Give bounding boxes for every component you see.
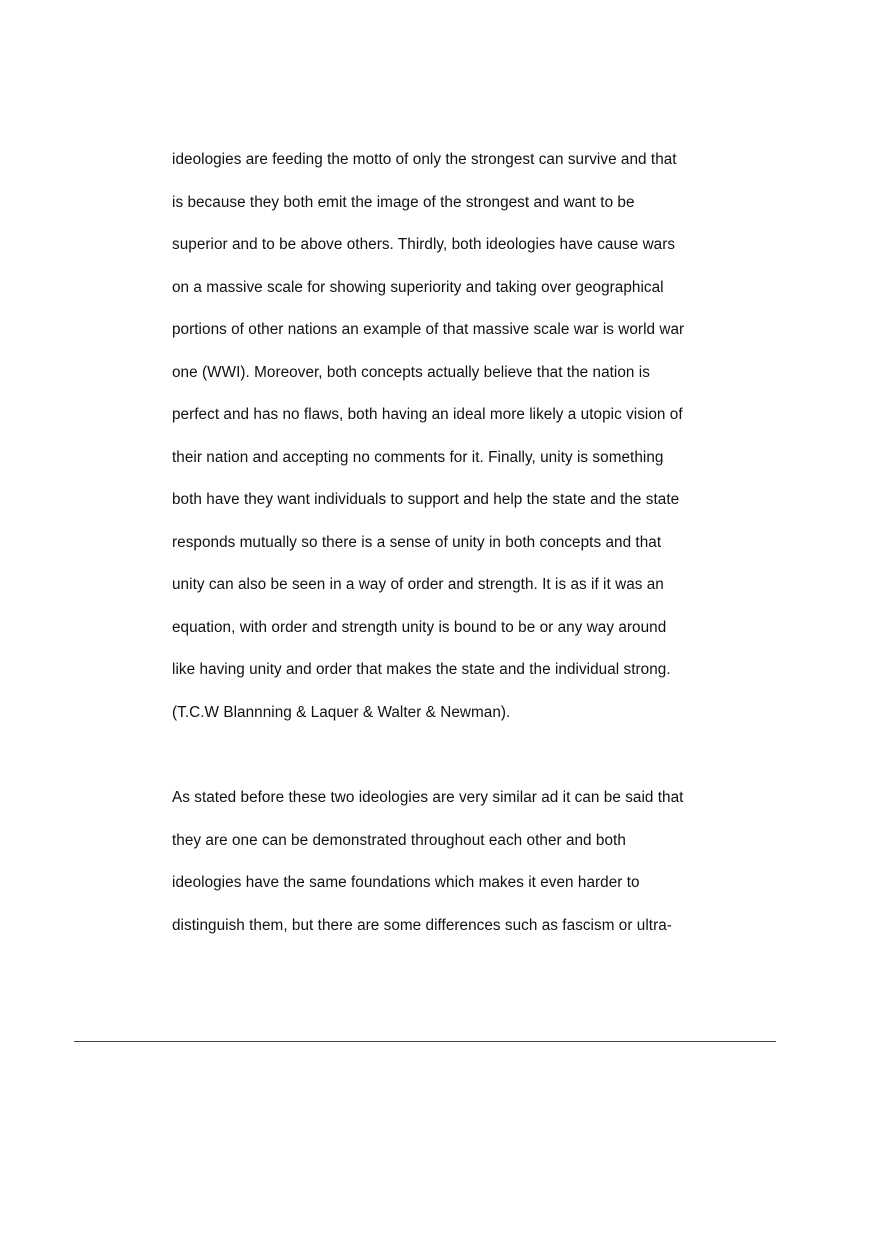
text-line: superior and to be above others. Thirdly, both ideologies have cause wars: [172, 236, 676, 253]
text-line: perfect and has no flaws, both having an ideal more likely a utopic vision of: [172, 406, 683, 423]
text-line: distinguish them, but there are some differences such as fascism or ultra-: [172, 916, 672, 934]
text-line: equation, with order and strength unity is bound to be or any way around: [172, 618, 667, 636]
text-line: unity can also be seen in a way of order and strength. It is as if it was an: [172, 576, 664, 593]
text-line: on a massive scale for showing superiority and taking over geographical: [172, 278, 664, 296]
text-line: ideologies have the same foundations which makes it even harder to: [172, 874, 640, 891]
text-line: both have they want individuals to support and help the state and the state: [172, 491, 680, 508]
text-line: is because they both emit the image of the strongest and want to be: [172, 193, 635, 211]
footer-divider: [74, 1041, 776, 1042]
paragraph-2: [172, 777, 732, 947]
text-line: responds mutually so there is a sense of unity in both concepts and that: [172, 533, 662, 551]
text-line: As stated before these two ideologies are very similar ad it can be said that: [172, 789, 684, 806]
text-line: like having unity and order that makes the state and the individual strong.: [172, 661, 671, 678]
text-line: their nation and accepting no comments for it. Finally, unity is something: [172, 448, 664, 466]
paragraph-1: [172, 139, 732, 734]
text-line: portions of other nations an example of that massive scale war is world war: [172, 321, 685, 338]
text-line: ideologies are feeding the motto of only the strongest can survive and that: [172, 151, 677, 168]
citation-line: (T.C.W Blannning & Laquer & Walter & Newman).: [172, 703, 511, 721]
text-line: they are one can be demonstrated throughout each other and both: [172, 831, 626, 849]
text-line: one (WWI). Moreover, both concepts actually believe that the nation is: [172, 363, 650, 381]
